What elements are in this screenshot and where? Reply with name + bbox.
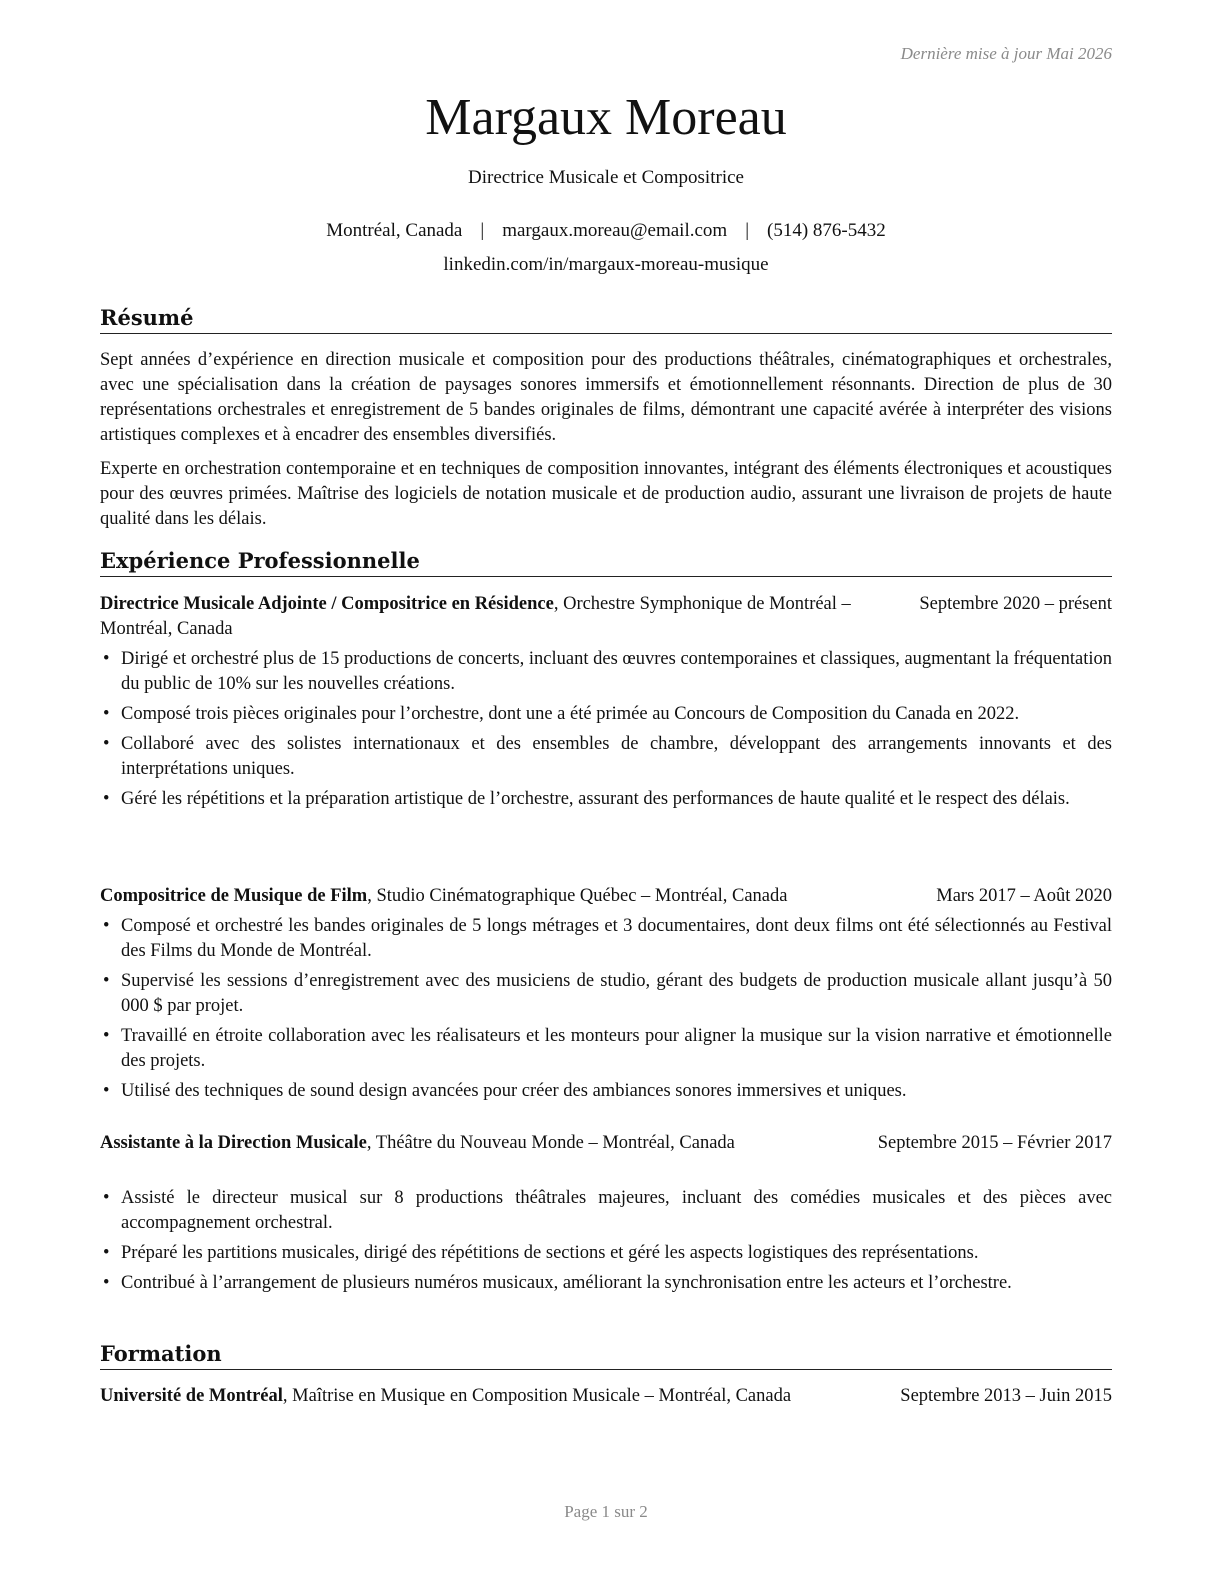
list-item: • Géré les répétitions et la préparation artistique de l’orchestre, assurant des performances de haute qualité et le respect des délais. bbox=[100, 787, 1112, 812]
candidate-name: Margaux Moreau bbox=[425, 89, 787, 146]
phone: (514) 876-5432 bbox=[767, 220, 886, 241]
job-bullets bbox=[100, 1186, 1112, 1301]
list-item: • Préparé les partitions musicales, dirigé des répétitions de sections et géré les aspects logistiques des représentations. bbox=[100, 1241, 1112, 1266]
list-item: • Contribué à l’arrangement de plusieurs numéros musicaux, améliorant la synchronisation entre les acteurs et l’orchestre. bbox=[100, 1271, 1112, 1296]
summary-paragraph: Experte en orchestration contemporaine et en techniques de composition innovantes, intégrant des éléments électroniques et acoustiques pour des œuvres primées. Maîtrise des logiciels de notation musicale et de production audio, assurant une livraison de projets de haute qualité dans les délais. bbox=[100, 459, 1112, 529]
job-header bbox=[100, 1131, 1112, 1156]
linkedin-link[interactable]: linkedin.com/in/margaux-moreau-musique bbox=[443, 254, 769, 275]
job-org: , Studio Cinématographique Québec – Montréal, Canada bbox=[367, 886, 788, 906]
list-item: • Supervisé les sessions d’enregistrement avec des musiciens de studio, gérant des budgets de production musicale allant jusqu’à 50 000 $ par projet. bbox=[100, 969, 1112, 1019]
job-org: , Orchestre Symphonique de Montréal – Montréal, Canada bbox=[100, 594, 851, 639]
list-item: • Composé trois pièces originales pour l’orchestre, dont une a été primée au Concours de Composition du Canada en 2022. bbox=[100, 702, 1112, 727]
job-title: Compositrice de Musique de Film bbox=[100, 886, 368, 906]
last-updated: Dernière mise à jour Mai 2026 bbox=[900, 44, 1112, 63]
education-dates: Septembre 2013 – Juin 2015 bbox=[900, 1386, 1112, 1406]
separator: | bbox=[480, 220, 485, 241]
section-title-experience: Expérience Professionnelle bbox=[100, 547, 1112, 577]
summary-paragraph: Sept années d’expérience en direction musicale et composition pour des productions théâtrales, cinématographiques et orchestrales, avec une spécialisation dans la création de paysages sonores immersifs et émotionnellement résonnants. Direction de plus de 30 représentations orchestrales et enregistrement de 5 bandes originales de films, démontrant une capacité avérée à interpréter des visions artistiques complexes et à encadrer des ensembles diversifiés. bbox=[100, 350, 1112, 445]
job-bullets bbox=[100, 647, 1112, 817]
job-bullets bbox=[100, 914, 1112, 1109]
list-item: • Composé et orchestré les bandes originales de 5 longs métrages et 3 documentaires, dont deux films ont été sélectionnés au Festival des Films du Monde de Montréal. bbox=[100, 914, 1112, 964]
job-header bbox=[100, 592, 1112, 642]
location: Montréal, Canada bbox=[326, 220, 463, 241]
job-org: , Théâtre du Nouveau Monde – Montréal, Canada bbox=[366, 1133, 735, 1153]
section-title-summary: Résumé bbox=[100, 304, 1112, 334]
school-name: Université de Montréal bbox=[100, 1386, 283, 1406]
education-entry bbox=[100, 1384, 1112, 1409]
candidate-role: Directrice Musicale et Compositrice bbox=[468, 167, 744, 188]
list-item: • Travaillé en étroite collaboration avec les réalisateurs et les monteurs pour aligner la musique sur la vision narrative et émotionnelle des projets. bbox=[100, 1024, 1112, 1074]
job-title: Assistante à la Direction Musicale bbox=[100, 1133, 367, 1153]
separator: | bbox=[745, 220, 750, 241]
job-dates: Septembre 2020 – présent bbox=[919, 594, 1112, 614]
email-link[interactable]: margaux.moreau@email.com bbox=[502, 220, 728, 241]
list-item: • Collaboré avec des solistes internationaux et des ensembles de chambre, développant des arrangements innovants et des interprétations uniques. bbox=[100, 732, 1112, 782]
section-title-education: Formation bbox=[100, 1340, 1112, 1370]
list-item: • Utilisé des techniques de sound design avancées pour créer des ambiances sonores immersives et uniques. bbox=[100, 1079, 1112, 1104]
job-header bbox=[100, 884, 1112, 909]
job-dates: Mars 2017 – Août 2020 bbox=[936, 886, 1112, 906]
contact-line bbox=[100, 219, 1112, 243]
list-item: • Dirigé et orchestré plus de 15 productions de concerts, incluant des œuvres contemporaines et classiques, augmentant la fréquentation du public de 10% sur les nouvelles créations. bbox=[100, 647, 1112, 697]
degree: , Maîtrise en Musique en Composition Musicale – Montréal, Canada bbox=[282, 1386, 792, 1406]
job-title: Directrice Musicale Adjointe / Compositrice en Résidence bbox=[100, 594, 554, 614]
resume-page bbox=[100, 0, 1112, 1584]
job-dates: Septembre 2015 – Février 2017 bbox=[877, 1133, 1112, 1153]
list-item: • Assisté le directeur musical sur 8 productions théâtrales majeures, incluant des comédies musicales et des pièces avec accompagnement orchestral. bbox=[100, 1186, 1112, 1236]
page-number: Page 1 sur 2 bbox=[564, 1502, 648, 1521]
